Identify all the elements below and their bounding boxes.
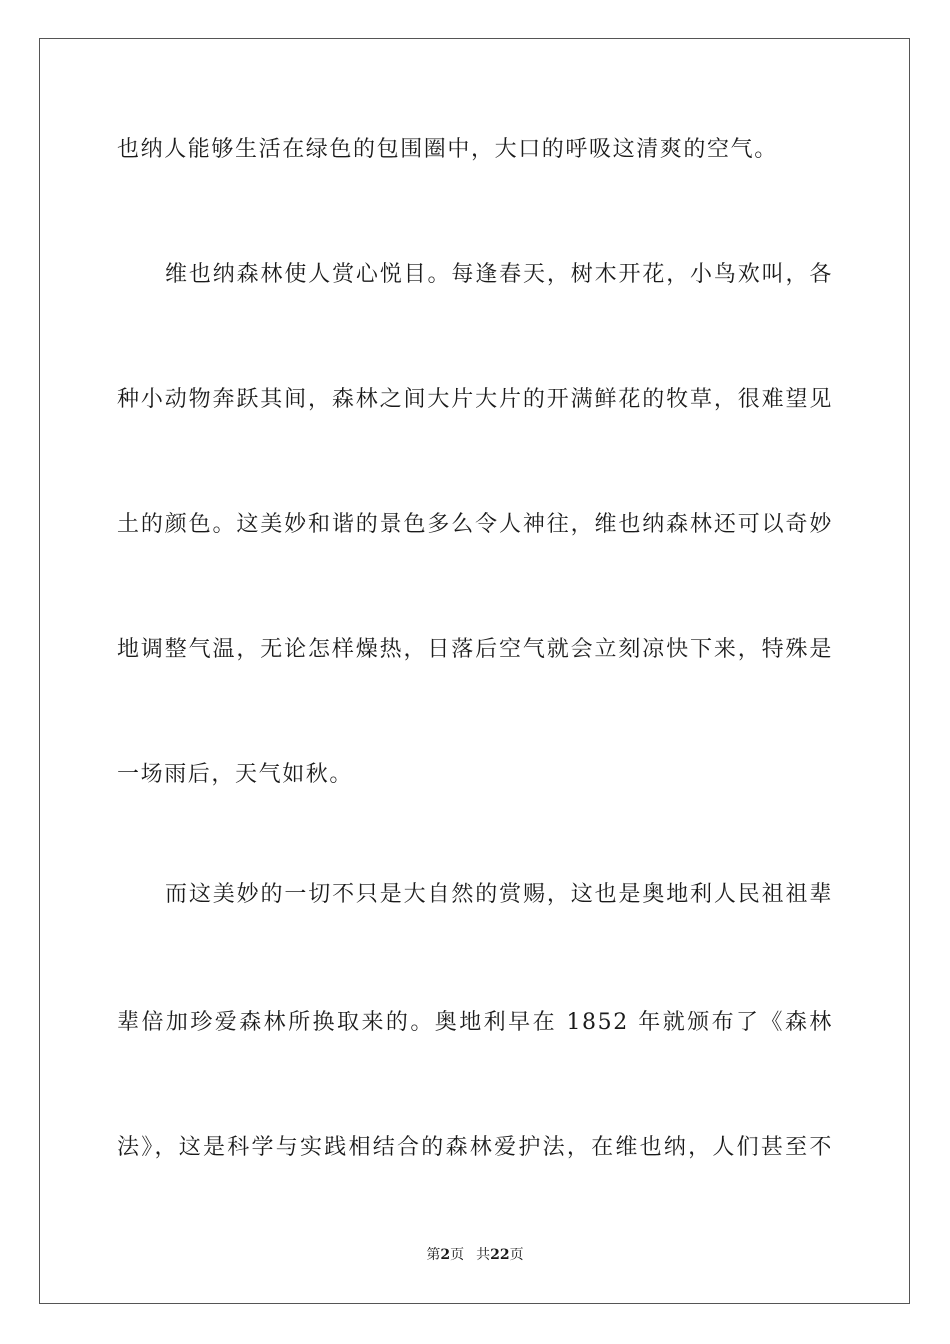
page-footer bbox=[0, 1245, 950, 1265]
total-suffix: 页 bbox=[509, 1247, 524, 1263]
paragraph-2-line-4: 地调整气温，无论怎样燥热，日落后空气就会立刻凉快下来，特殊是 bbox=[117, 637, 833, 662]
paragraph-2-line-5: 一场雨后，天气如秋。 bbox=[117, 762, 354, 787]
page-prefix: 第 bbox=[426, 1247, 441, 1263]
paragraph-2-line-1: 维也纳森林使人赏心悦目。每逢春天，树木开花，小鸟欢叫，各 bbox=[165, 262, 833, 287]
paragraph-2-line-2: 种小动物奔跃其间，森林之间大片大片的开满鲜花的牧草，很难望见 bbox=[117, 387, 833, 412]
total-pages: 22 bbox=[490, 1247, 510, 1263]
total-prefix: 共 bbox=[476, 1247, 491, 1263]
paragraph-3-line-2: 辈倍加珍爱森林所换取来的。奥地利早在 1852 年就颁布了《森林 bbox=[117, 1010, 833, 1035]
paragraph-3-line-3: 法》，这是科学与实践相结合的森林爱护法，在维也纳，人们甚至不 bbox=[117, 1135, 833, 1160]
page-number: 2 bbox=[440, 1247, 451, 1263]
text-line-1: 也纳人能够生活在绿色的包围圈中，大口的呼吸这清爽的空气。 bbox=[117, 137, 778, 162]
paragraph-2-line-3: 土的颜色。这美妙和谐的景色多么令人神往，维也纳森林还可以奇妙 bbox=[117, 512, 833, 537]
page-suffix: 页 bbox=[450, 1247, 465, 1263]
page-border bbox=[39, 38, 910, 1304]
paragraph-3-line-1: 而这美妙的一切不只是大自然的赏赐，这也是奥地利人民祖祖辈 bbox=[165, 882, 833, 907]
